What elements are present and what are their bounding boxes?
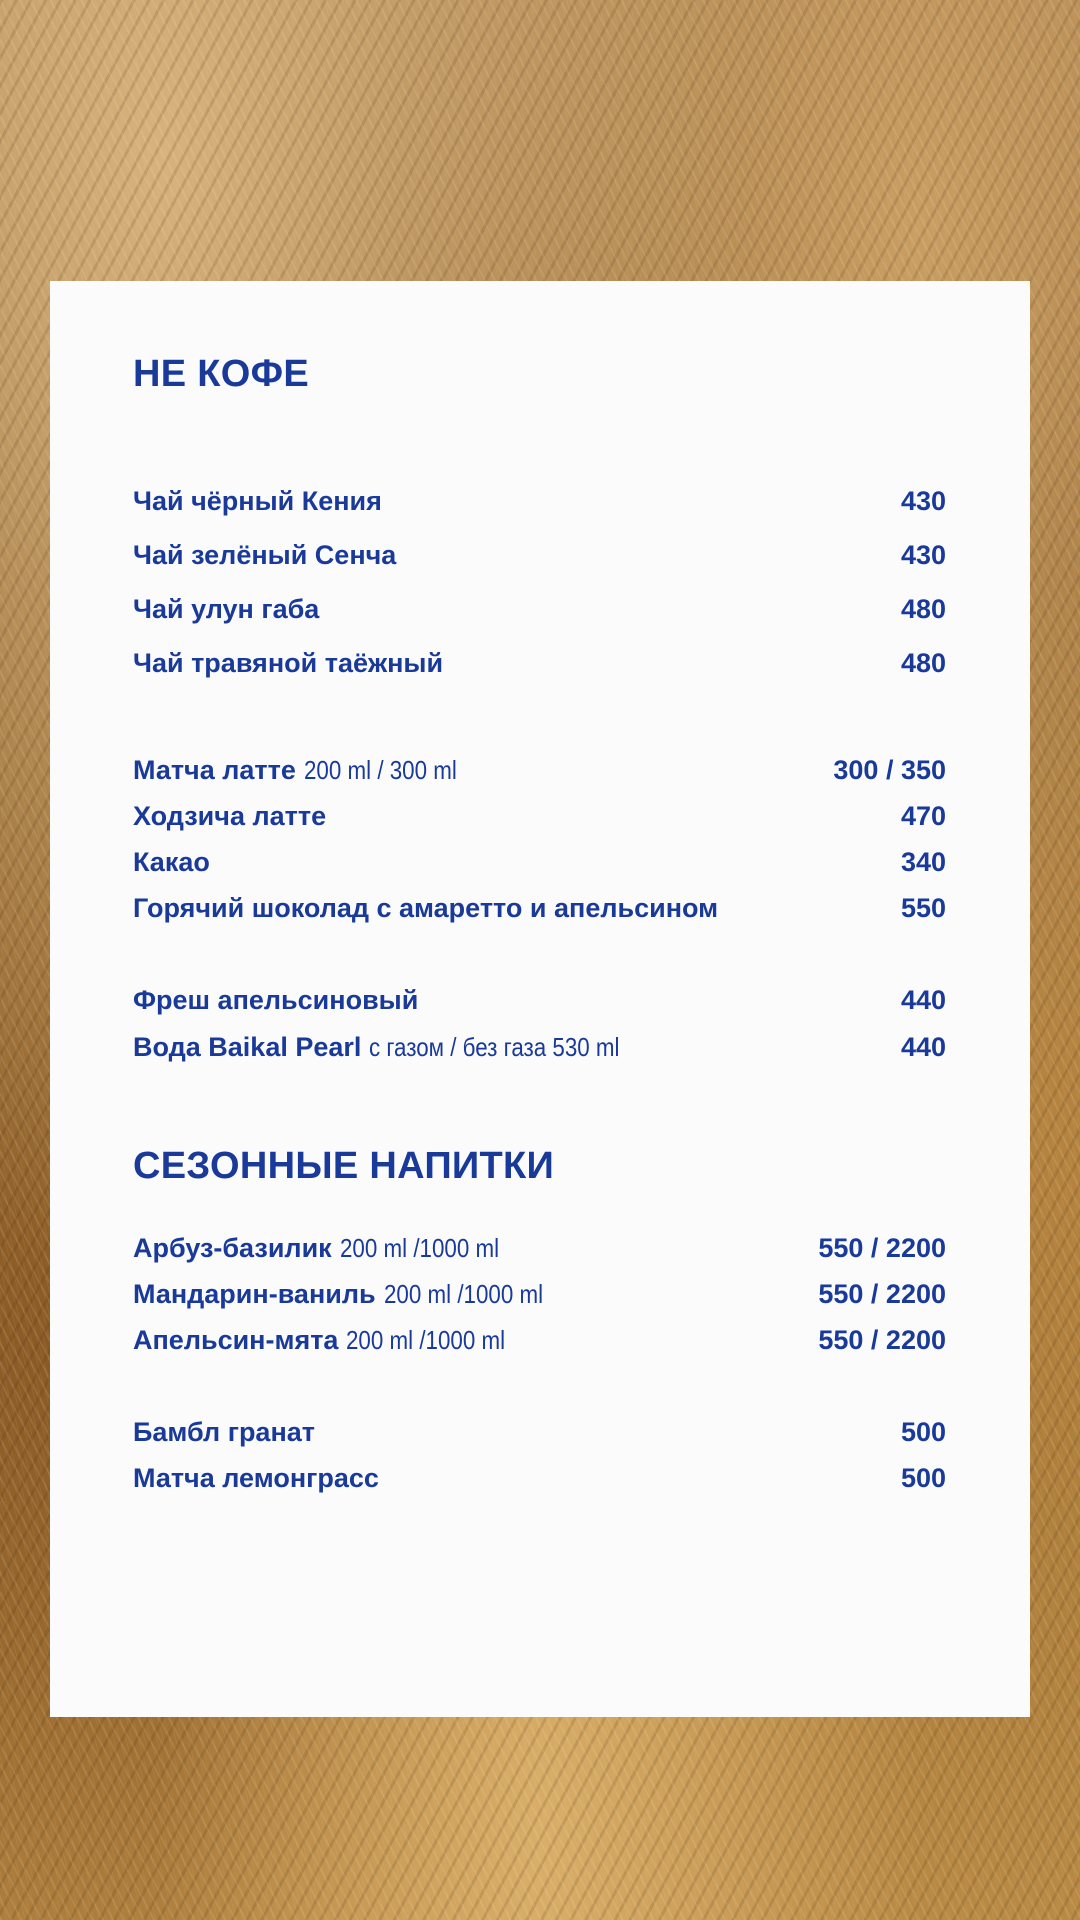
menu-item — [133, 801, 946, 835]
item-price: 500 — [900, 1417, 946, 1447]
item-price: 440 — [900, 985, 946, 1015]
item-name: Какао — [133, 847, 210, 877]
menu-item — [133, 1032, 946, 1066]
section-title-not-coffee: НЕ КОФЕ — [133, 353, 309, 395]
item-name: Матча лемонграсс — [133, 1463, 379, 1493]
menu-item — [133, 648, 946, 682]
item-name: Бамбл гранат — [133, 1417, 315, 1447]
item-name: Матча латте — [133, 755, 296, 785]
menu-item — [133, 594, 946, 628]
item-volume-note: 200 ml /1000 ml — [383, 1279, 543, 1309]
menu-item — [133, 985, 946, 1019]
menu-card — [50, 281, 1030, 1717]
item-name: Вода Baikal Pearl — [133, 1032, 362, 1062]
item-price: 340 — [900, 847, 946, 877]
menu-item — [133, 540, 946, 574]
menu-item — [133, 755, 946, 789]
menu-item — [133, 1463, 946, 1497]
item-volume-note: 200 ml / 300 ml — [303, 755, 457, 785]
item-price: 550 / 2200 — [818, 1325, 946, 1355]
item-price: 550 — [900, 893, 946, 923]
item-name: Горячий шоколад с амаретто и апельсином — [133, 893, 719, 923]
item-price: 550 / 2200 — [818, 1279, 946, 1309]
item-volume-note: с газом / без газа 530 ml — [369, 1032, 620, 1062]
item-price: 430 — [900, 486, 946, 516]
item-price: 440 — [900, 1032, 946, 1062]
item-volume-note: 200 ml /1000 ml — [339, 1233, 499, 1263]
item-price: 430 — [900, 540, 946, 570]
menu-item — [133, 1325, 946, 1359]
item-name: Чай зелёный Сенча — [133, 540, 397, 570]
item-name: Арбуз-базилик — [133, 1233, 332, 1263]
item-name: Чай улун габа — [133, 594, 320, 624]
menu-item — [133, 847, 946, 881]
item-name: Ходзича латте — [133, 801, 327, 831]
menu-item — [133, 486, 946, 520]
item-price: 500 — [900, 1463, 946, 1493]
item-price: 470 — [900, 801, 946, 831]
item-volume-note: 200 ml /1000 ml — [346, 1325, 506, 1355]
section-title-seasonal-drinks: СЕЗОННЫЕ НАПИТКИ — [133, 1145, 555, 1187]
item-name: Чай травяной таёжный — [133, 648, 444, 678]
item-name: Чай чёрный Кения — [133, 486, 382, 516]
menu-item — [133, 1417, 946, 1451]
menu-item — [133, 893, 946, 927]
item-name: Апельсин-мята — [133, 1325, 339, 1355]
item-name: Мандарин-ваниль — [133, 1279, 376, 1309]
menu-item — [133, 1279, 946, 1313]
item-price: 480 — [900, 594, 946, 624]
item-price: 300 / 350 — [833, 755, 946, 785]
menu-item — [133, 1233, 946, 1267]
item-name: Фреш апельсиновый — [133, 985, 419, 1015]
item-price: 550 / 2200 — [818, 1233, 946, 1263]
item-price: 480 — [900, 648, 946, 678]
